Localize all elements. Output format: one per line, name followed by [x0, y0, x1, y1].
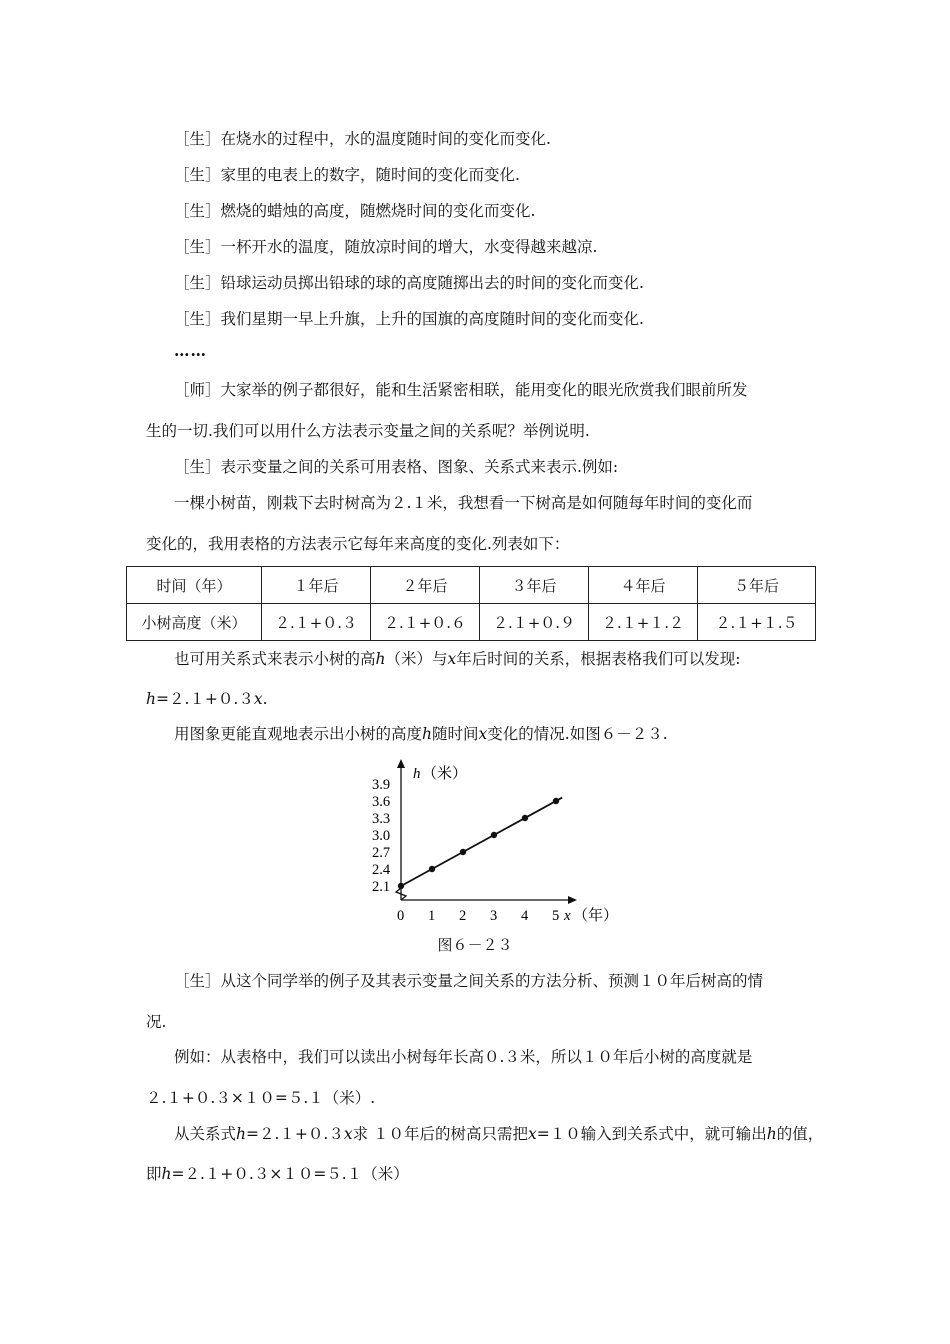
- graph-intro: 用图象更能直观地表示出小树的高度h随时间x变化的情况.如图６－２３.: [174, 725, 668, 743]
- data-point: [398, 883, 404, 889]
- table-cell: ２.１+１.２: [589, 604, 698, 641]
- height-line: [401, 798, 562, 886]
- x-tick-label: 3: [490, 908, 498, 924]
- analysis-line-2: 况.: [146, 1013, 167, 1031]
- y-tick-labels: [372, 777, 391, 895]
- y-tick-label: 2.4: [372, 862, 391, 878]
- x-tick-label: 2: [459, 908, 467, 924]
- tree-height-graph: [360, 758, 620, 930]
- formula-reading-line-1: 从关系式h=２.１+０.３x求 １０年后的树高只需把x=１０输入到关系式中，就可输出h的值，: [174, 1125, 824, 1143]
- table-header-row: [127, 567, 816, 604]
- x-tick-label: 5: [552, 908, 560, 924]
- table-row: [127, 604, 816, 641]
- teacher-line-2: 生的一切.我们可以用什么方法表示变量之间的关系呢？举例说明.: [146, 422, 590, 440]
- dialogue-line-1: ［生］在烧水的过程中，水的温度随时间的变化而变化.: [174, 130, 551, 148]
- x-axis-label-var: x: [564, 908, 571, 924]
- dialogue-line-5: ［生］铅球运动员掷出铅球的球的高度随掷出去的时间的变化而变化.: [174, 274, 644, 292]
- student-answer: ［生］表示变量之间的关系可用表格、图象、关系式来表示.例如:: [174, 458, 619, 476]
- example-line-1: 一棵小树苗，刚栽下去时树高为２.１米，我想看一下树高是如何随每年时间的变化而: [174, 494, 753, 512]
- x-axis-arrow: [568, 896, 577, 904]
- table-cell: 小树高度（米）: [127, 604, 262, 641]
- dialogue-line-2: ［生］家里的电表上的数字，随时间的变化而变化.: [174, 166, 520, 184]
- graph-axes: [396, 759, 618, 924]
- relation-line-1: 也可用关系式来表示小树的高h（米）与x年后时间的关系，根据表格我们可以发现:: [174, 650, 741, 668]
- table-header-cell: ２年后: [371, 567, 480, 604]
- y-tick-label: 3.6: [372, 794, 391, 810]
- table-cell: ２.１+１.５: [698, 604, 816, 641]
- x-tick-label: 0: [397, 908, 405, 924]
- table-reading-line-2: ２.１+０.３×１０=５.１（米）.: [146, 1089, 376, 1107]
- table-header-cell: ５年后: [698, 567, 816, 604]
- table-reading-line-1: 例如：从表格中，我们可以读出小树每年长高０.３米，所以１０年后小树的高度就是: [174, 1048, 753, 1066]
- data-point: [553, 798, 559, 804]
- figure-caption: 图６－２３: [437, 936, 513, 954]
- analysis-line-1: ［生］从这个同学举的例子及其表示变量之间关系的方法分析、预测１０年后树高的情: [174, 972, 764, 990]
- relation-line-2: h=２.１+０.３x.: [146, 690, 268, 708]
- table-header-cell: ３年后: [480, 567, 589, 604]
- x-tick-label: 4: [521, 908, 529, 924]
- y-axis-label-unit: （米）: [422, 766, 468, 782]
- dialogue-line-3: ［生］燃烧的蜡烛的高度，随燃烧时间的变化而变化.: [174, 202, 536, 220]
- y-axis-label-var: h: [413, 766, 421, 782]
- x-tick-label: 1: [428, 908, 436, 924]
- table-header-cell: 时间（年）: [127, 567, 262, 604]
- table-cell: ２.１+０.３: [262, 604, 371, 641]
- tree-height-table: [126, 566, 816, 641]
- formula-reading-line-2: 即h=２.１+０.３×１０=５.１（米）: [146, 1165, 409, 1183]
- dialogue-line-4: ［生］一杯开水的温度，随放凉时间的增大，水变得越来越凉.: [174, 238, 598, 256]
- y-tick-label: 2.1: [372, 879, 391, 895]
- y-tick-label: 3.9: [372, 777, 391, 793]
- x-tick-labels: [397, 908, 559, 924]
- teacher-line-1: ［师］大家举的例子都很好，能和生活紧密相联，能用变化的眼光欣赏我们眼前所发: [174, 381, 748, 399]
- table-cell: ２.１+０.６: [371, 604, 480, 641]
- ellipsis: ……: [174, 341, 207, 360]
- y-tick-label: 3.0: [372, 828, 391, 844]
- table-cell: ２.１+０.９: [480, 604, 589, 641]
- y-tick-label: 2.7: [372, 845, 391, 861]
- height-series: [398, 798, 562, 890]
- y-axis-arrow: [397, 759, 405, 768]
- example-line-2: 变化的，我用表格的方法表示它每年来高度的变化.列表如下：: [146, 535, 570, 553]
- table-header-cell: ４年后: [589, 567, 698, 604]
- data-point: [429, 866, 435, 872]
- dialogue-line-6: ［生］我们星期一早上升旗，上升的国旗的高度随时间的变化而变化.: [174, 310, 644, 328]
- x-axis-label-unit: （年）: [573, 908, 619, 924]
- y-tick-label: 3.3: [372, 811, 391, 827]
- data-point: [491, 832, 497, 838]
- data-point: [522, 815, 528, 821]
- table-header-cell: １年后: [262, 567, 371, 604]
- data-point: [460, 849, 466, 855]
